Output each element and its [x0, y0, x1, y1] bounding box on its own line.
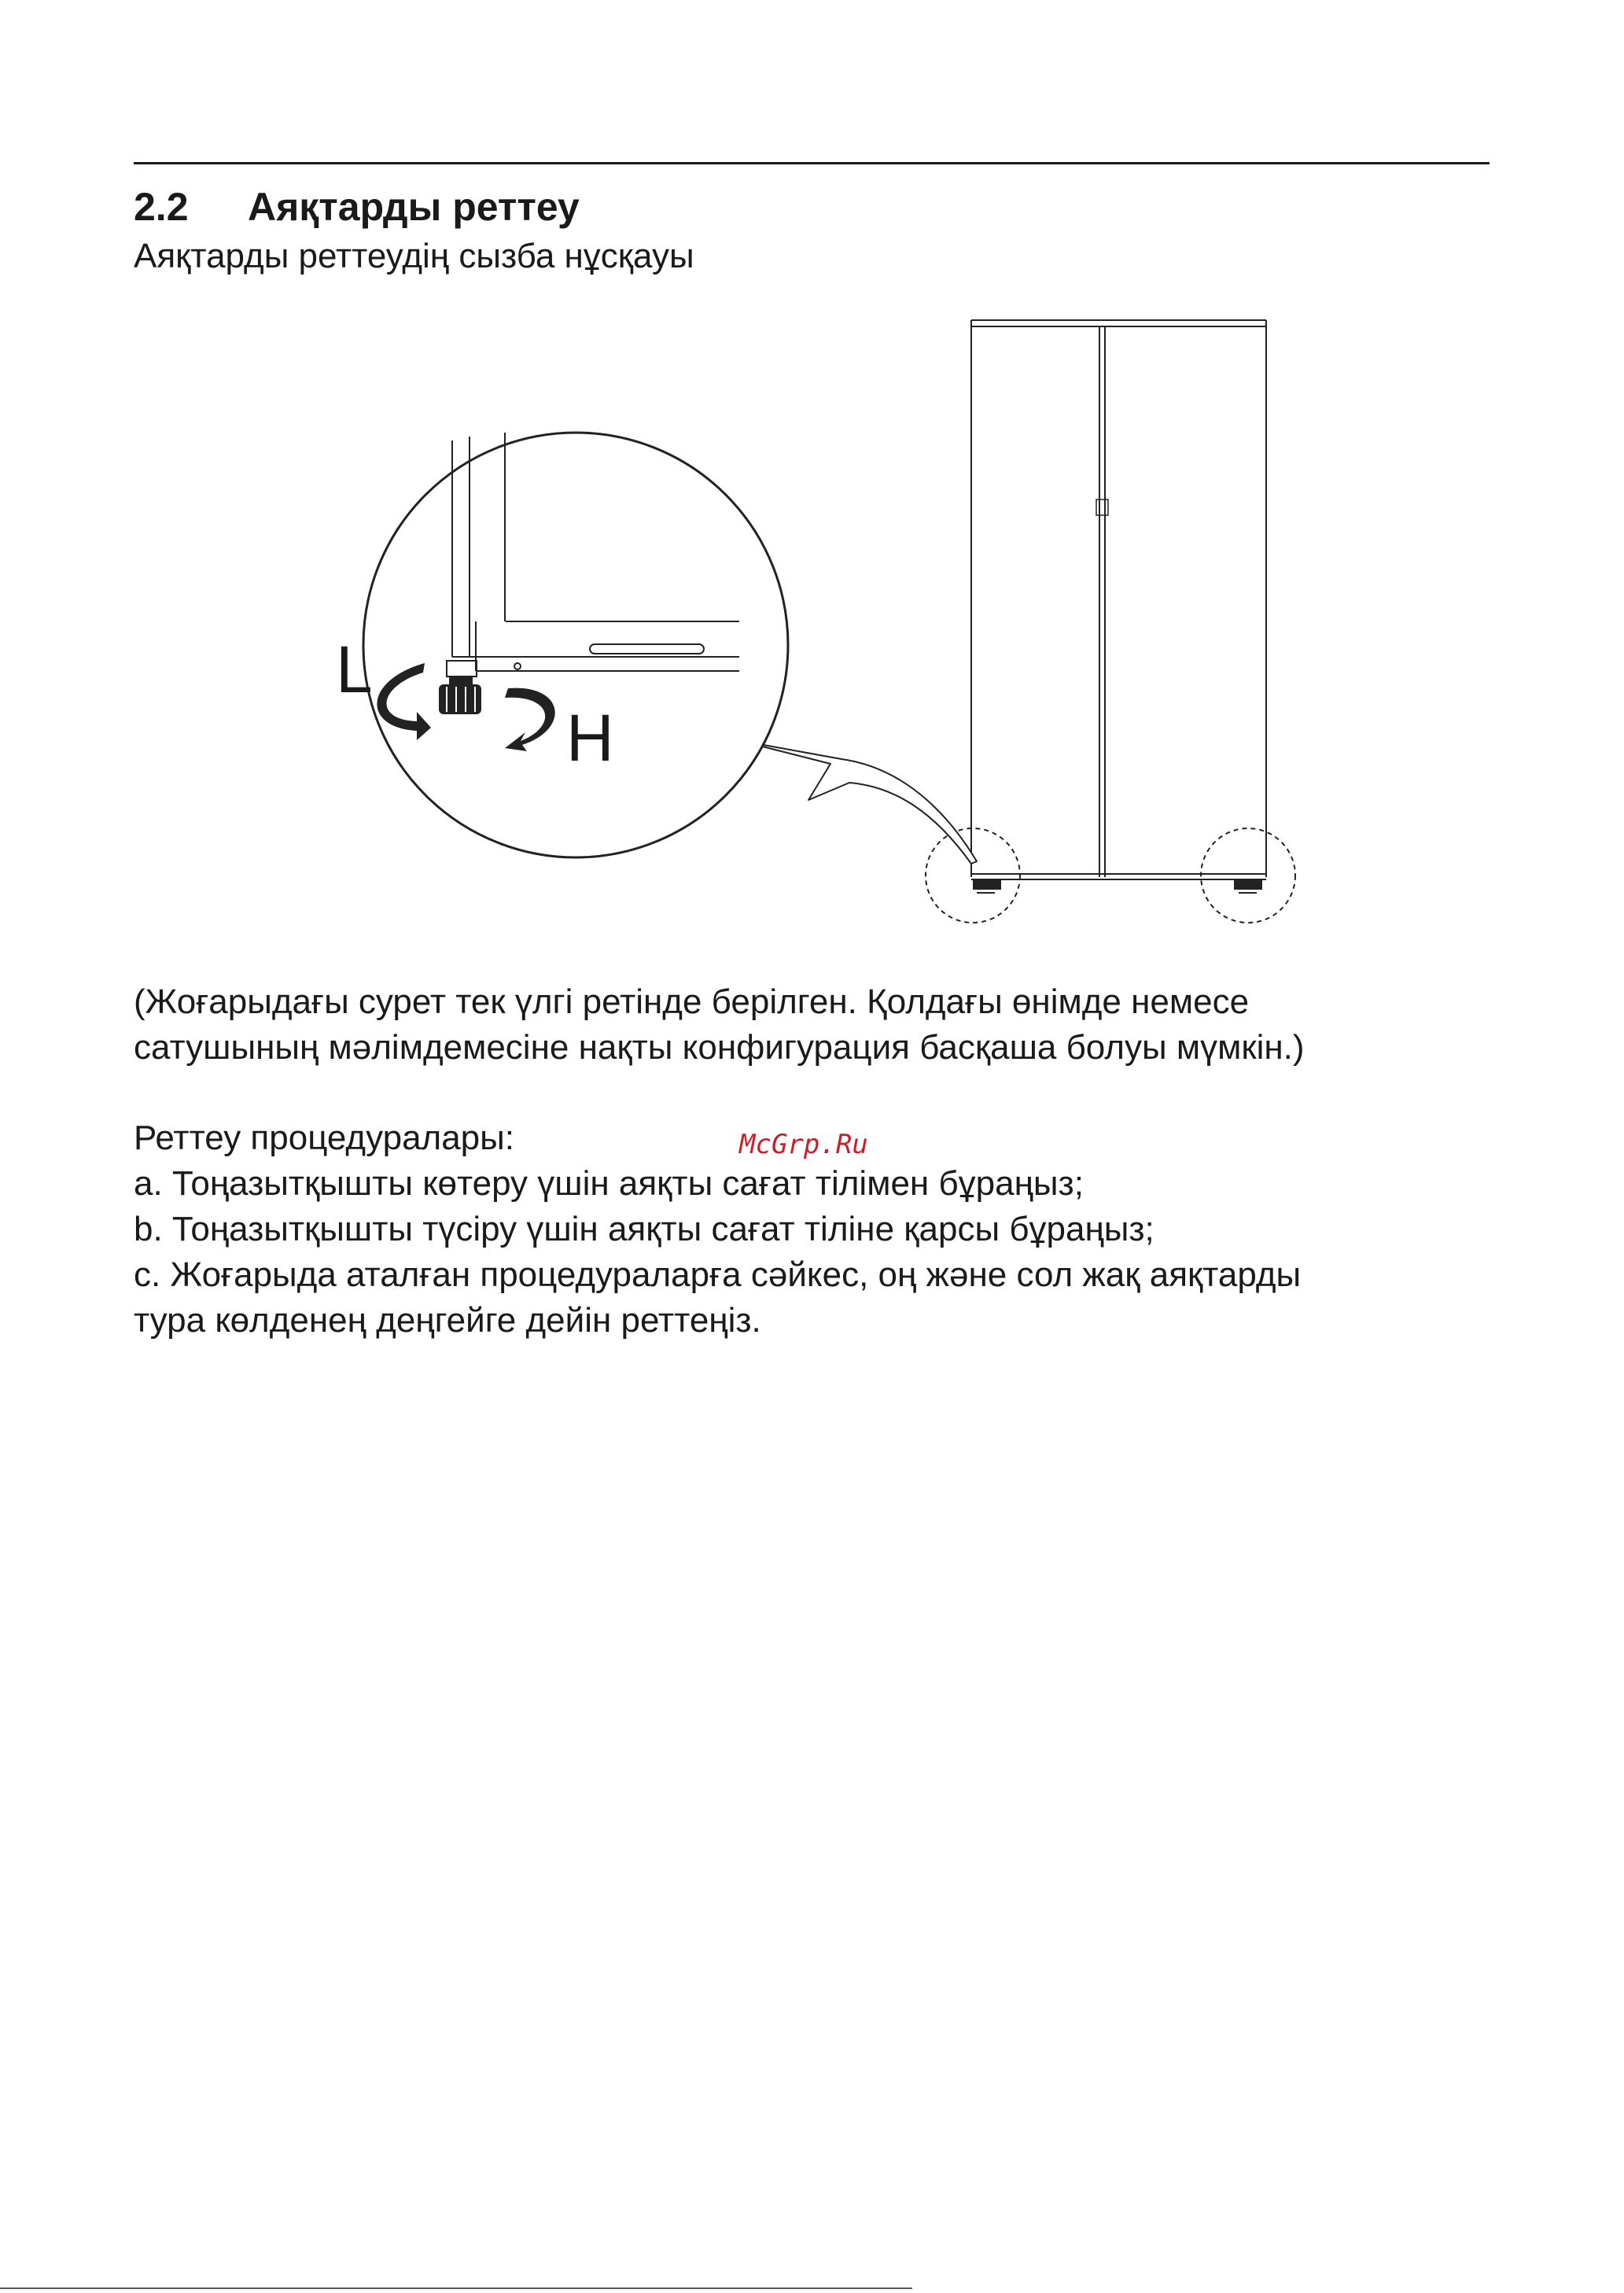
procedure-step-a: a. Тоңазытқышты көтеру үшін аяқты сағат тілімен бұраңыз;: [134, 1164, 1084, 1203]
label-raise: H: [566, 701, 614, 775]
bottom-rule: [0, 2287, 912, 2289]
left-foot-highlight: [926, 828, 1020, 923]
refrigerator-illustration: [971, 320, 1266, 893]
procedures-heading: Реттеу процедуралары:: [134, 1119, 514, 1157]
adjustable-foot-icon: [439, 684, 481, 714]
label-lower: L: [336, 632, 373, 706]
section-title: Аяқтарды реттеу: [248, 185, 580, 229]
top-rule: [134, 162, 1490, 164]
section-heading: [134, 182, 580, 231]
procedure-step-b: b. Тоңазытқышты түсіру үшін аяқты сағат тіліне қарсы бұраңыз;: [134, 1210, 1154, 1248]
leg-adjustment-diagram: [299, 311, 1321, 940]
procedures: [134, 1115, 1301, 1344]
disclaimer-note: [134, 979, 1305, 1071]
section-number: 2.2: [134, 185, 189, 229]
procedure-step-c: c. Жоғарыда аталған процедураларға сәйкес, оң және сол жақ аяқтарды: [134, 1255, 1302, 1294]
watermark: McGrp.Ru: [739, 1129, 868, 1160]
pointer-arrow: [738, 740, 977, 864]
procedure-step-c-continuation: тура көлденең деңгейге дейін реттеңіз.: [134, 1301, 761, 1340]
right-foot-highlight: [1201, 828, 1295, 923]
section-subtitle: Аяқтарды реттеудің сызба нұсқауы: [134, 237, 694, 275]
note-line: (Жоғарыдағы сурет тек үлгі ретінде берілген. Қолдағы өнімде немесе: [134, 982, 1250, 1021]
detail-magnifier: [363, 433, 788, 857]
note-line: сатушының мәлімдемесіне нақты конфигурация басқаша болуы мүмкін.): [134, 1028, 1305, 1067]
